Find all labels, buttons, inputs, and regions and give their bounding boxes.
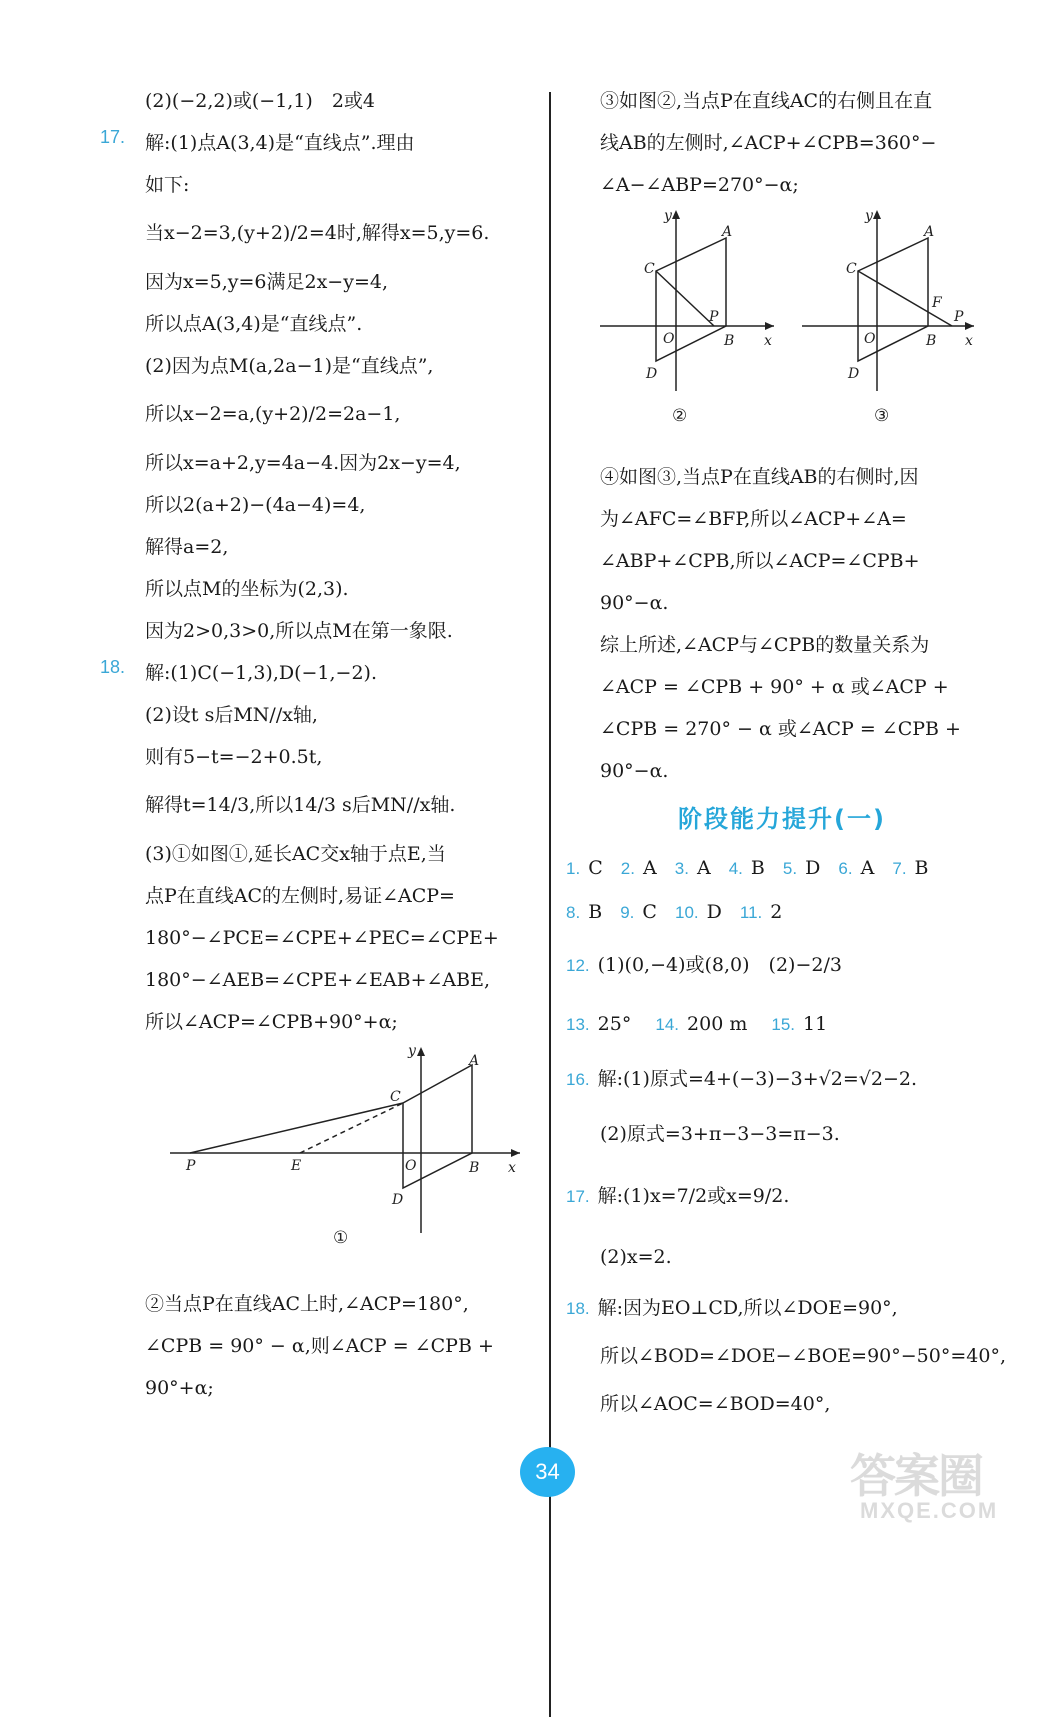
figure-3-caption: ③ <box>874 406 890 426</box>
svg-text:D: D <box>646 366 658 382</box>
line: ∠ABP+∠CPB,所以∠ACP=∠CPB+ <box>600 550 920 572</box>
page-number: 34 <box>520 1447 575 1497</box>
svg-text:C: C <box>644 261 655 277</box>
line: 所以点A(3,4)是“直线点”. <box>145 313 363 335</box>
question-number: 17. <box>100 127 126 147</box>
line: 当x−2=3,(y+2)/2=4时,解得x=5,y=6. <box>145 222 490 244</box>
line: 所以∠ACP=∠CPB+90°+α; <box>145 1011 398 1033</box>
line: 90°−α. <box>600 592 669 614</box>
svg-text:O: O <box>663 331 675 347</box>
figures-2-3 <box>566 206 998 456</box>
svg-text:y: y <box>664 208 672 224</box>
line: 180°−∠PCE=∠CPE+∠PEC=∠CPE+ <box>145 927 499 949</box>
line: 17. 解:(1)点A(3,4)是“直线点”.理由 <box>100 122 545 164</box>
line: (2)因为点M(a,2a−1)是“直线点”, <box>145 355 434 377</box>
svg-text:B: B <box>469 1160 480 1176</box>
line: 所以∠AOC=∠BOD=40°, <box>600 1393 831 1415</box>
line: 90°−α. <box>600 760 669 782</box>
answer-16: 16. 解:(1)原式=4+(−3)−3+√2=√2−2. <box>566 1068 918 1090</box>
line: ∠ACP = ∠CPB + 90° + α 或∠ACP + <box>600 676 949 698</box>
answer-18: 18. 解:因为EO⊥CD,所以∠DOE=90°, <box>566 1297 898 1319</box>
svg-text:P: P <box>709 309 719 325</box>
line: ④如图③,当点P在直线AB的右侧时,因 <box>600 466 919 488</box>
line: 因为x=5,y=6满足2x−y=4, <box>145 271 389 293</box>
answer-12: 12. (1)(0,−4)或(8,0) (2)−2/3 <box>566 954 842 976</box>
svg-text:C: C <box>846 261 857 277</box>
section-title: 阶段能力提升(一) <box>678 805 886 833</box>
svg-text:x: x <box>508 1160 516 1176</box>
left-column <box>100 80 545 1409</box>
line: 如下: <box>145 174 190 196</box>
figure-1-diagram <box>100 1043 545 1283</box>
watermark-logo: 答案圈 MXQE.COM <box>850 1449 999 1523</box>
question-number: 18. <box>100 657 126 677</box>
answers-row: 1. C 2. A 3. A 4. B 5. D 6. A 7. B <box>566 857 929 879</box>
line: 所以2(a+2)−(4a−4)=4, <box>145 494 366 516</box>
figure-1-caption: ① <box>333 1228 349 1248</box>
line: 为∠AFC=∠BFP,所以∠ACP+∠A= <box>600 508 907 530</box>
svg-text:O: O <box>405 1158 417 1174</box>
svg-text:B: B <box>926 333 937 349</box>
line: 所以x=a+2,y=4a−4.因为2x−y=4, <box>145 452 461 474</box>
line: 因为2>0,3>0,所以点M在第一象限. <box>145 620 453 642</box>
line: (2)(−2,2)或(−1,1) 2或4 <box>145 90 376 112</box>
svg-text:y: y <box>865 208 873 224</box>
figure-1 <box>100 1043 545 1283</box>
line: ∠A−∠ABP=270°−α; <box>600 174 799 196</box>
line: 所以∠BOD=∠DOE−∠BOE=90°−50°=40°, <box>600 1345 1006 1367</box>
svg-text:D: D <box>392 1192 404 1208</box>
answers-row: 8. B 9. C 10. D 11. 2 <box>566 901 783 923</box>
line: (2)x=2. <box>600 1246 672 1268</box>
svg-text:O: O <box>864 331 876 347</box>
line: ②当点P在直线AC上时,∠ACP=180°, <box>145 1293 469 1315</box>
line: (2)原式=3+π−3−3=π−3. <box>600 1123 840 1145</box>
svg-text:y: y <box>408 1043 416 1059</box>
answers-row: 13. 25° 14. 200 m 15. 11 <box>566 1013 828 1035</box>
svg-text:P: P <box>954 309 964 325</box>
right-column <box>566 80 1006 1428</box>
svg-text:A: A <box>722 224 733 240</box>
line: ③如图②,当点P在直线AC的右侧且在直 <box>600 90 933 112</box>
line: 180°−∠AEB=∠CPE+∠EAB+∠ABE, <box>145 969 491 991</box>
line: (3)①如图①,延长AC交x轴于点E,当 <box>145 843 446 865</box>
svg-text:x: x <box>965 333 973 349</box>
line: 解得t=14/3,所以14/3 s后MN//x轴. <box>145 794 456 816</box>
line: 综上所述,∠ACP与∠CPB的数量关系为 <box>600 634 930 656</box>
svg-text:A: A <box>469 1053 480 1069</box>
svg-text:D: D <box>848 366 860 382</box>
line: 所以点M的坐标为(2,3). <box>145 578 349 600</box>
line: ∠CPB = 270° − α 或∠ACP = ∠CPB + <box>600 718 961 740</box>
svg-text:C: C <box>390 1089 401 1105</box>
line: ∠CPB = 90° − α,则∠ACP = ∠CPB + <box>145 1335 494 1357</box>
line: 18. 解:(1)C(−1,3),D(−1,−2). <box>100 652 545 694</box>
line: (2)设t s后MN//x轴, <box>145 704 318 726</box>
figure-2-3-diagram <box>566 206 998 456</box>
svg-text:E: E <box>291 1158 302 1174</box>
line: 所以x−2=a,(y+2)/2=2a−1, <box>145 403 401 425</box>
svg-text:x: x <box>764 333 772 349</box>
line: 线AB的左侧时,∠ACP+∠CPB=360°− <box>600 132 937 154</box>
answer-17: 17. 解:(1)x=7/2或x=9/2. <box>566 1185 790 1207</box>
line: 则有5−t=−2+0.5t, <box>145 746 323 768</box>
figure-2-caption: ② <box>672 406 688 426</box>
svg-text:A: A <box>924 224 935 240</box>
line: 点P在直线AC的左侧时,易证∠ACP= <box>145 885 455 907</box>
line: 解得a=2, <box>145 536 229 558</box>
svg-text:F: F <box>932 295 942 311</box>
svg-text:P: P <box>186 1158 196 1174</box>
line: 90°+α; <box>145 1377 214 1399</box>
svg-text:B: B <box>724 333 735 349</box>
